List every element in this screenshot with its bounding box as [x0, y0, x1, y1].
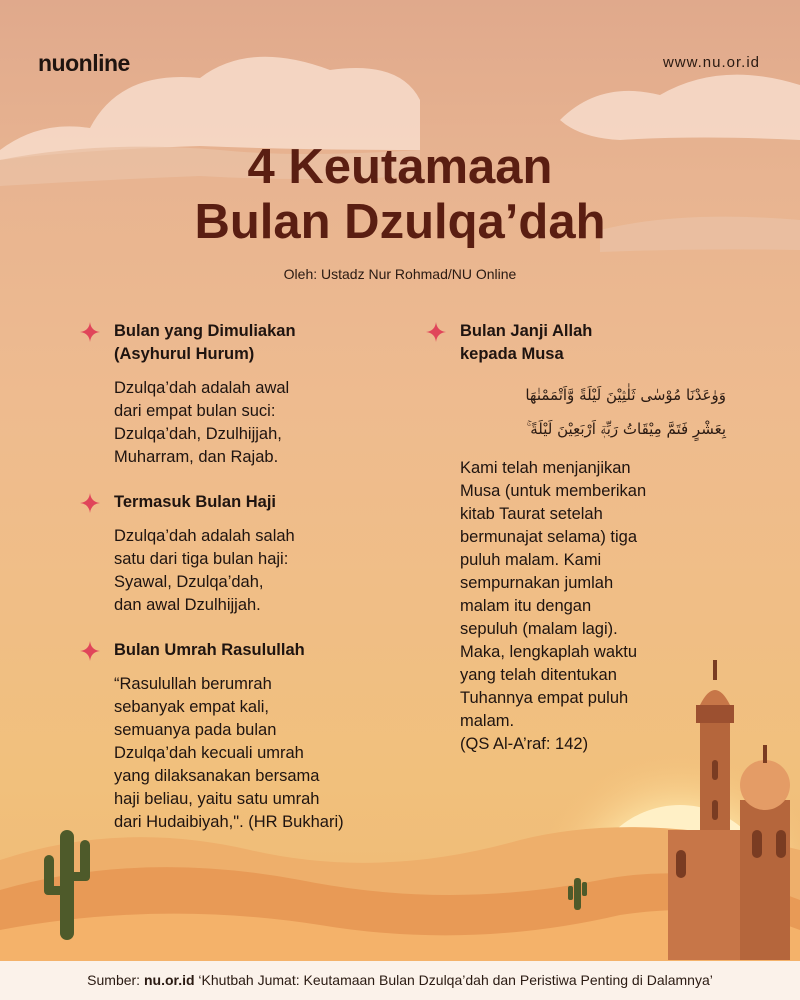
section-title-line: Bulan yang Dimuliakan	[114, 322, 296, 340]
sparkle-icon	[80, 493, 100, 513]
title-line-1: 4 Keutamaan	[247, 140, 553, 194]
arabic-line: بِعَشْرٍ فَتَمَّ مِيْقَاتُ رَبِّهٖٓ اَرْبَعِيْنَ لَيْلَةً ۚ	[526, 420, 726, 438]
body-line: semuanya pada bulan	[114, 721, 277, 739]
section-title	[114, 320, 400, 366]
website-url[interactable]: www.nu.or.id	[662, 54, 760, 71]
body-line: malam itu dengan	[460, 597, 592, 615]
body-line: sempurnakan jumlah	[460, 574, 614, 592]
left-column	[80, 320, 400, 834]
title-line-2: Bulan Dzulqa’dah	[194, 195, 606, 249]
body-line: Maka, lengkaplah waktu	[460, 643, 638, 661]
body-line: Tuhannya empat puluh	[460, 689, 629, 707]
footer-article-title: ‘Khutbah Jumat: Keutamaan Bulan Dzulqa’dah dan Peristiwa Penting di Dalamnya’	[198, 972, 713, 988]
body-line: Syawal, Dzulqa’dah,	[114, 573, 264, 591]
right-column	[426, 320, 726, 756]
section-title-line: (Asyhurul Hurum)	[114, 345, 255, 363]
footer-prefix: Sumber:	[87, 972, 141, 988]
body-line: kitab Taurat setelah	[460, 505, 603, 523]
section-janji-allah	[426, 320, 726, 756]
section-title-line: kepada Musa	[460, 345, 564, 363]
page-title	[0, 140, 800, 250]
body-line: dari Hudaibiyah,". (HR Bukhari)	[114, 813, 344, 831]
source-footer	[0, 961, 800, 1000]
arabic-line: وَوٰعَدْنَا مُوْسٰى ثَلٰثِيْنَ لَيْلَةً وَّاَتْمَمْنٰهَا	[525, 386, 726, 404]
body-line: Dzulqa’dah adalah salah	[114, 527, 295, 545]
body-line: Muharram, dan Rajab.	[114, 448, 279, 466]
section-body	[114, 377, 400, 469]
body-line: malam.	[460, 712, 515, 730]
body-line: dan awal Dzulhijjah.	[114, 596, 261, 614]
verse-reference: (QS Al-A’raf: 142)	[460, 735, 589, 753]
section-body	[114, 525, 400, 617]
section-title	[460, 320, 726, 366]
body-line: Kami telah menjanjikan	[460, 459, 631, 477]
section-bulan-haji	[80, 491, 400, 617]
body-line: bermunajat selama) tiga	[460, 528, 638, 546]
body-line: Dzulqa’dah kecuali umrah	[114, 744, 304, 762]
sparkle-icon	[426, 322, 446, 342]
sparkle-icon	[80, 641, 100, 661]
body-line: puluh malam. Kami	[460, 551, 602, 569]
body-line: sebanyak empat kali,	[114, 698, 270, 716]
section-title-line: Bulan Janji Allah	[460, 322, 593, 340]
body-line: sepuluh (malam lagi).	[460, 620, 618, 638]
footer-source-link[interactable]: nu.or.id	[143, 972, 195, 988]
body-line: yang telah ditentukan	[460, 666, 617, 684]
body-line: haji beliau, yaitu satu umrah	[114, 790, 320, 808]
body-line: “Rasulullah berumrah	[114, 675, 272, 693]
body-line: Dzulqa’dah adalah awal	[114, 379, 290, 397]
body-line: satu dari tiga bulan haji:	[114, 550, 289, 568]
quran-verse	[460, 378, 726, 446]
sparkle-icon	[80, 322, 100, 342]
body-line: Musa (untuk memberikan	[460, 482, 647, 500]
body-line: Dzulqa’dah, Dzulhijjah,	[114, 425, 282, 443]
section-title: Bulan Umrah Rasulullah	[114, 641, 305, 659]
body-line: dari empat bulan suci:	[114, 402, 276, 420]
body-line: yang dilaksanakan bersama	[114, 767, 320, 785]
section-title: Termasuk Bulan Haji	[114, 493, 276, 511]
section-umrah-rasulullah	[80, 639, 400, 834]
author-credit: Oleh: Ustadz Nur Rohmad/NU Online	[283, 266, 517, 282]
section-asyhurul-hurum	[80, 320, 400, 469]
section-body	[460, 457, 726, 756]
section-body	[114, 673, 400, 834]
nuonline-logo[interactable]: nuonline	[38, 50, 130, 76]
